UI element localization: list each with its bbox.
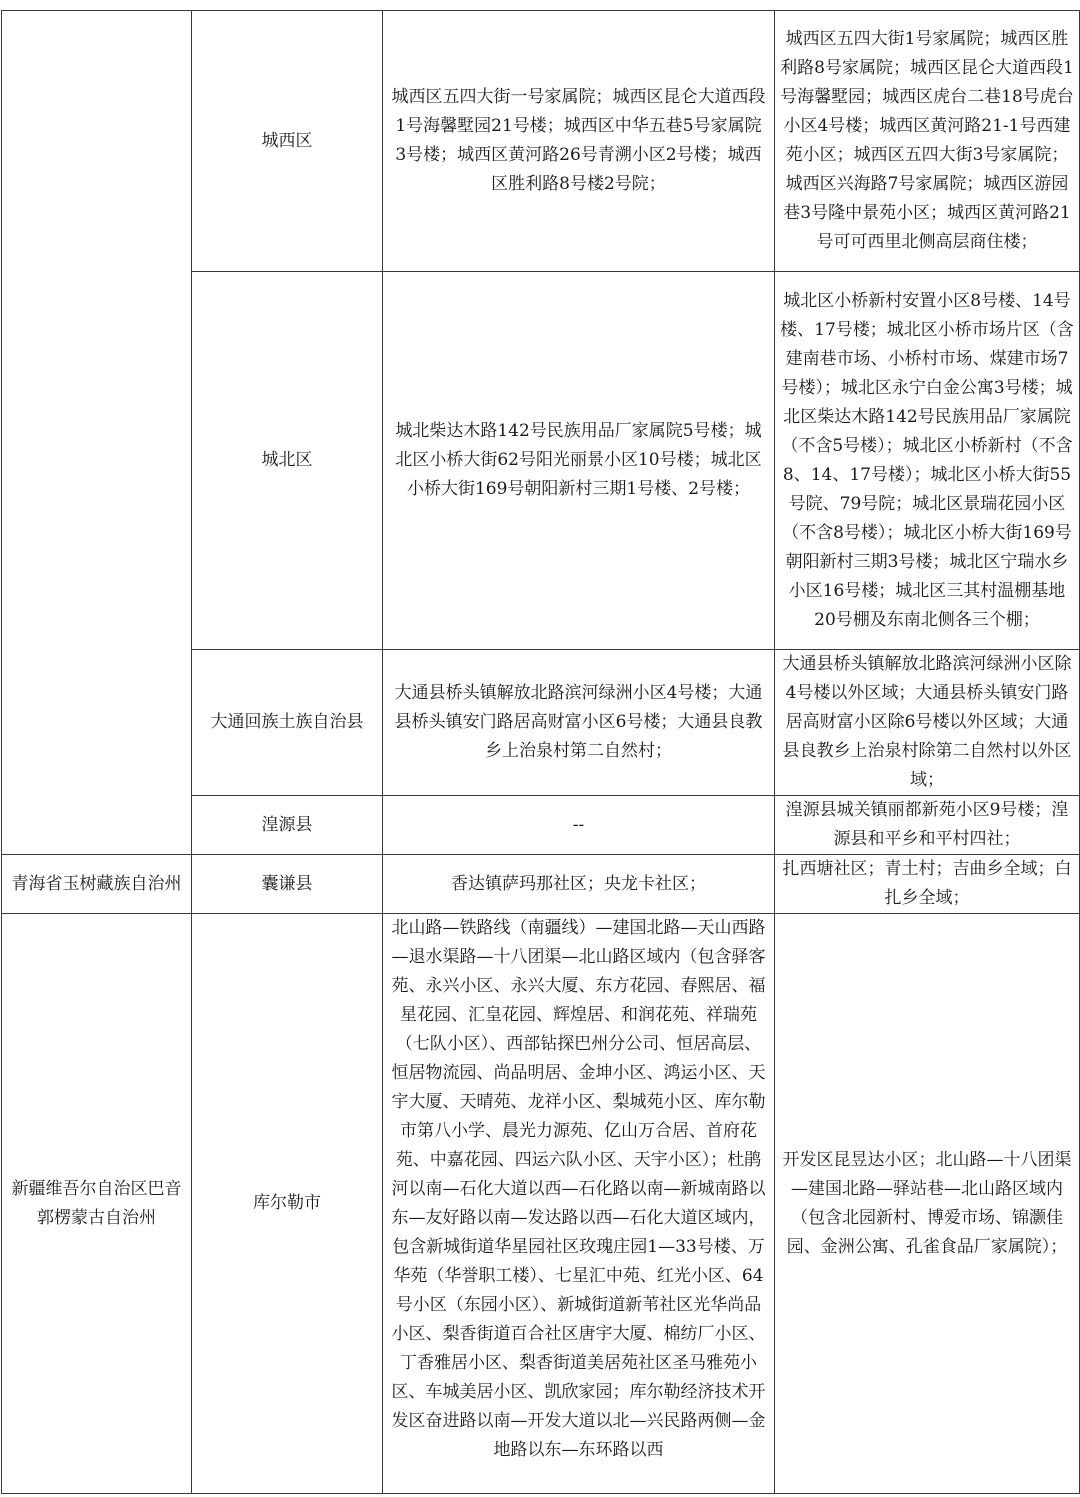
region-cell xyxy=(2,11,192,855)
region-cell: 青海省玉树藏族自治州 xyxy=(2,855,192,914)
district-cell: 囊谦县 xyxy=(192,855,383,914)
high-risk-cell: -- xyxy=(383,796,775,855)
table-row xyxy=(2,914,1080,1494)
high-risk-cell: 城北柴达木路142号民族用品厂家属院5号楼；城北区小桥大街62号阳光丽景小区10号楼；城北区小桥大街169号朝阳新村三期1号楼、2号楼； xyxy=(383,272,775,650)
table-row xyxy=(2,11,1080,272)
district-cell: 城西区 xyxy=(192,11,383,272)
district-cell: 城北区 xyxy=(192,272,383,650)
high-risk-cell: 大通县桥头镇解放北路滨河绿洲小区4号楼；大通县桥头镇安门路居高财富小区6号楼；大通县良教乡上治泉村第二自然村； xyxy=(383,650,775,796)
medium-risk-cell: 大通县桥头镇解放北路滨河绿洲小区除4号楼以外区域；大通县桥头镇安门路居高财富小区除6号楼以外区域；大通县良教乡上治泉村除第二自然村以外区域； xyxy=(775,650,1080,796)
risk-area-table xyxy=(1,10,1080,1494)
medium-risk-cell: 扎西塘社区；青土村；吉曲乡全域；白扎乡全域； xyxy=(775,855,1080,914)
district-cell: 湟源县 xyxy=(192,796,383,855)
district-cell: 大通回族土族自治县 xyxy=(192,650,383,796)
high-risk-cell: 城西区五四大街一号家属院；城西区昆仑大道西段1号海馨墅园21号楼；城西区中华五巷5号家属院3号楼；城西区黄河路26号青溯小区2号楼；城西区胜利路8号楼2号院； xyxy=(383,11,775,272)
high-risk-cell: 香达镇萨玛那社区；央龙卡社区； xyxy=(383,855,775,914)
medium-risk-cell: 城西区五四大街1号家属院；城西区胜利路8号家属院；城西区昆仑大道西段1号海馨墅园；城西区虎台二巷18号虎台小区4号楼；城西区黄河路21-1号西建苑小区；城西区五四大街3号家属院；城西区兴海路7号家属院；城西区游园巷3号隆中景苑小区；城西区黄河路21号可可西里北侧高层商住楼； xyxy=(775,11,1080,272)
district-cell: 库尔勒市 xyxy=(192,914,383,1494)
region-cell: 新疆维吾尔自治区巴音郭楞蒙古自治州 xyxy=(2,914,192,1494)
medium-risk-cell: 湟源县城关镇丽都新苑小区9号楼；湟源县和平乡和平村四社； xyxy=(775,796,1080,855)
medium-risk-cell: 开发区昆昱达小区；北山路—十八团渠—建国北路—驿站巷—北山路区域内（包含北园新村、博爱市场、锦灏佳园、金洲公寓、孔雀食品厂家属院）； xyxy=(775,914,1080,1494)
table-row xyxy=(2,855,1080,914)
medium-risk-cell: 城北区小桥新村安置小区8号楼、14号楼、17号楼；城北区小桥市场片区（含建南巷市场、小桥村市场、煤建市场7号楼）；城北区永宁白金公寓3号楼；城北区柴达木路142号民族用品厂家属院（不含5号楼）；城北区小桥新村（不含8、14、17号楼）；城北区小桥大街55号院、79号院；城北区景瑞花园小区（不含8号楼）；城北区小桥大街169号朝阳新村三期3号楼；城北区宁瑞水乡小区16号楼；城北区三其村温棚基地20号棚及东南北侧各三个棚； xyxy=(775,272,1080,650)
high-risk-cell: 北山路—铁路线（南疆线）—建国北路—天山西路—退水渠路—十八团渠—北山路区域内（包含驿客苑、永兴小区、永兴大厦、东方花园、春熙居、福星花园、汇皇花园、辉煌居、和润花苑、祥瑞苑（七队小区）、西部钻探巴州分公司、恒居高层、恒居物流园、尚品明居、金坤小区、鸿运小区、天宇大厦、天晴苑、龙祥小区、梨城苑小区、库尔勒市第八小学、晨光力源苑、亿山万合居、首府花苑、中嘉花园、四运六队小区、天宇小区）；杜鹃河以南—石化大道以西—石化路以南—新城南路以东—友好路以南—发达路以西—石化大道区域内，包含新城街道华星园社区玫瑰庄园1—33号楼、万华苑（华誉职工楼）、七星汇中苑、红光小区、64号小区（东园小区）、新城街道新苇社区光华尚品小区、梨香街道百合社区唐宇大厦、棉纺厂小区、丁香雅居小区、梨香街道美居苑社区圣马雅苑小区、车城美居小区、凯欣家园；库尔勒经济技术开发区奋进路以南—开发大道以北—兴民路两侧—金地路以东—东环路以西 xyxy=(383,914,775,1494)
